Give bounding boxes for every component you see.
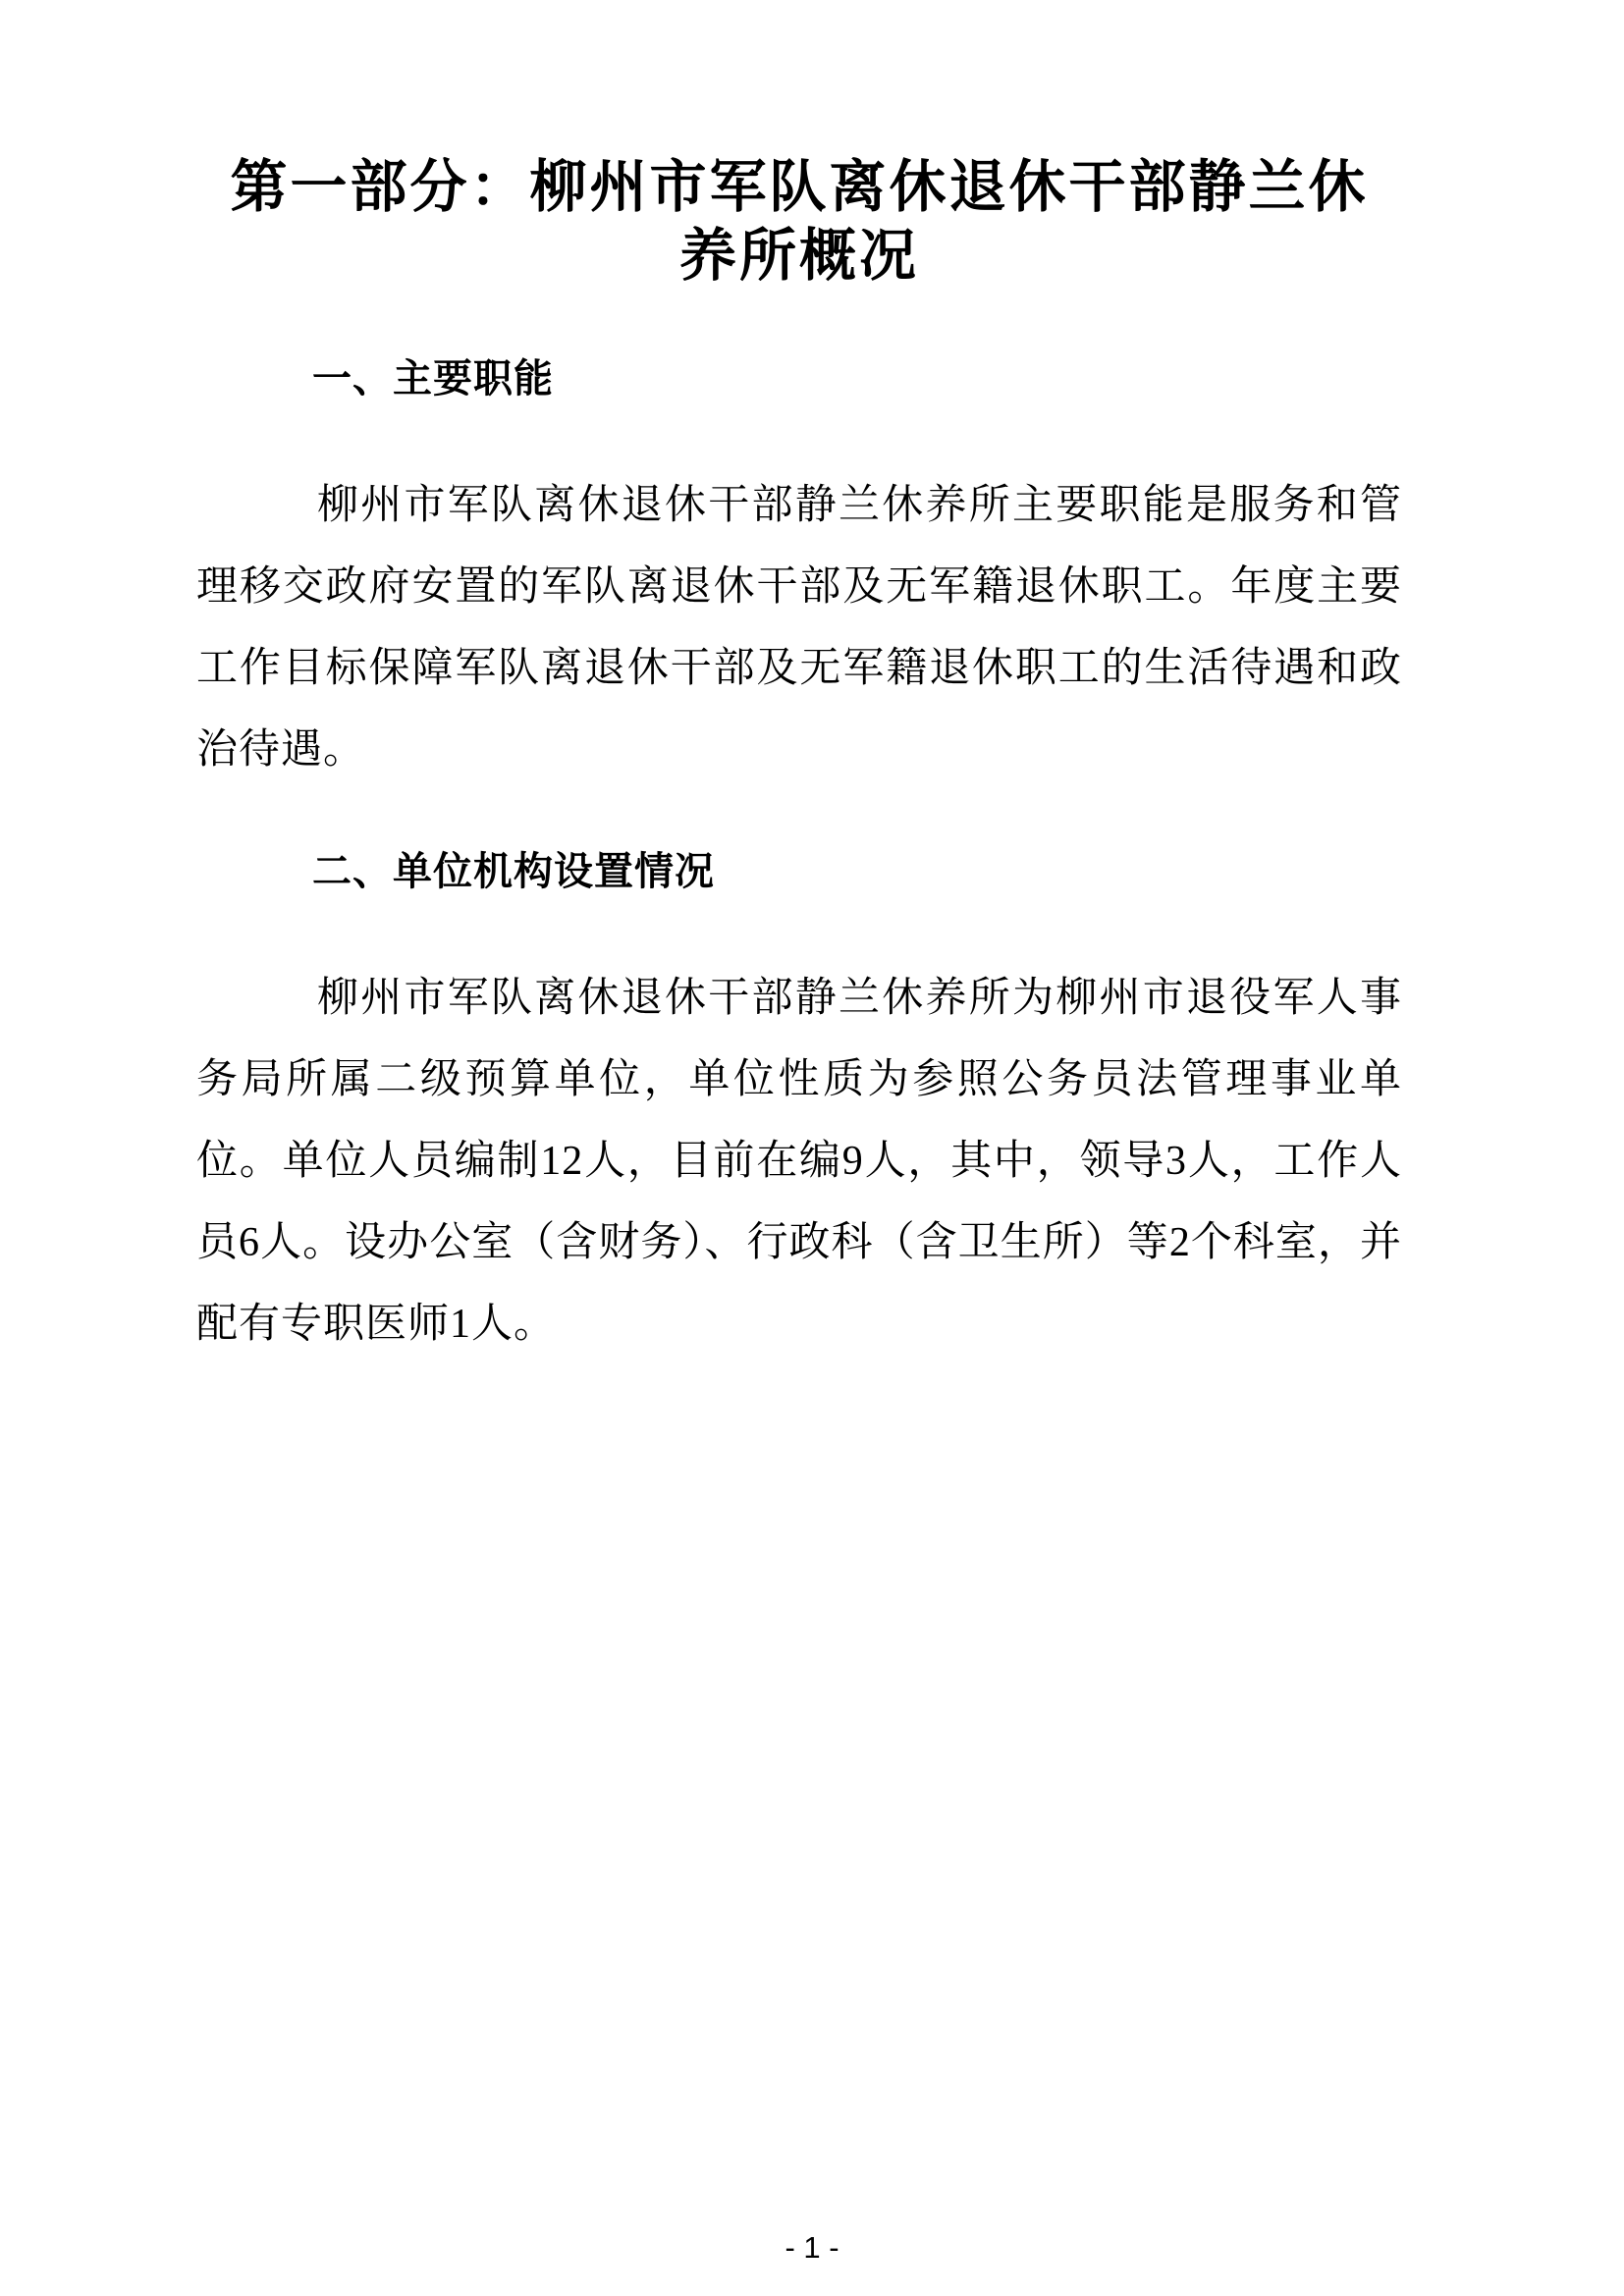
section-heading-organization-setup: 二、单位机构设置情况 — [312, 850, 715, 893]
page-number: - 1 - — [785, 2230, 839, 2265]
section-heading-main-functions: 一、主要职能 — [312, 357, 554, 400]
page-footer — [0, 2230, 1624, 2266]
paragraph-main-functions: 柳州市军队离休退休干部静兰休养所主要职能是服务和管理移交政府安置的军队离退休干部及无军籍退休职工。年度主要工作目标保障军队离退休干部及无军籍退休职工的生活待遇和政治待遇。 — [196, 483, 1402, 773]
document-title — [196, 0, 1402, 291]
document-title-line-2: 养所概况 — [678, 224, 919, 288]
paragraph-organization-setup: 柳州市军队离休退休干部静兰休养所为柳州市退役军人事务局所属二级预算单位，单位性质为参照公务员法管理事业单位。单位人员编制12人，目前在编9人，其中，领导3人，工作人员6人。设办公室（含财务）、行政科（含卫生所）等2个科室，并配有专职医师1人。 — [196, 976, 1402, 1347]
document-title-line-1: 第一部分：柳州市军队离休退休干部静兰休 — [230, 155, 1369, 219]
